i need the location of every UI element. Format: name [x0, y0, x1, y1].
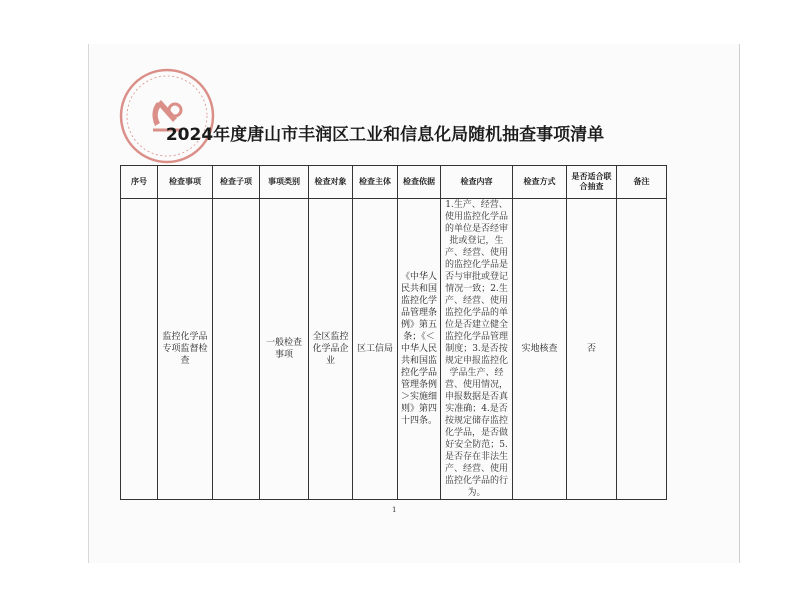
header-index: 序号 — [121, 166, 158, 199]
cell-index — [121, 199, 158, 500]
cell-method: 实地核查 — [513, 199, 567, 500]
cell-joint: 否 — [567, 199, 617, 500]
cell-remark — [617, 199, 667, 500]
inspection-table — [120, 165, 667, 500]
cell-category: 一般检查事项 — [260, 199, 309, 500]
header-category: 事项类别 — [260, 166, 309, 199]
header-joint: 是否适合联合抽查 — [567, 166, 617, 199]
header-content: 检查内容 — [441, 166, 513, 199]
header-subitem: 检查子项 — [213, 166, 260, 199]
header-basis: 检查依据 — [398, 166, 441, 199]
header-subject: 检查主体 — [353, 166, 398, 199]
cell-basis: 《中华人民共和国监控化学品管理条例》第五条；《＜中华人民共和国监控化学品管理条例＞实施细则》第四十四条。 — [398, 199, 441, 500]
header-method: 检查方式 — [513, 166, 567, 199]
header-target: 检查对象 — [309, 166, 353, 199]
header-remark: 备注 — [617, 166, 667, 199]
official-seal-icon — [117, 66, 217, 166]
cell-subitem — [213, 199, 260, 500]
page-number: 1 — [392, 506, 397, 514]
table-header-row — [121, 166, 667, 199]
cell-item: 监控化学品专项监督检查 — [158, 199, 213, 500]
header-item: 检查事项 — [158, 166, 213, 199]
cell-target: 全区监控化学品企业 — [309, 199, 353, 500]
table-row — [121, 199, 667, 500]
document-title: 2024年度唐山市丰润区工业和信息化局随机抽查事项清单 — [165, 125, 605, 145]
cell-subject: 区工信局 — [353, 199, 398, 500]
cell-content: 1.生产、经营、使用监控化学品的单位是否经审批或登记，生产、经营、使用的监控化学品是否与审批或登记情况一致；2.生产、经营、使用监控化学品的单位是否建立健全监控化学品管理制度；3.是否按规定申报监控化学品生产、经营、使用情况，申报数据是否真实准确；4.是否按规定储存监控化学品，是否做好安全防范；5.是否存在非法生产、经营、使用监控化学品的行为。 — [441, 199, 513, 500]
